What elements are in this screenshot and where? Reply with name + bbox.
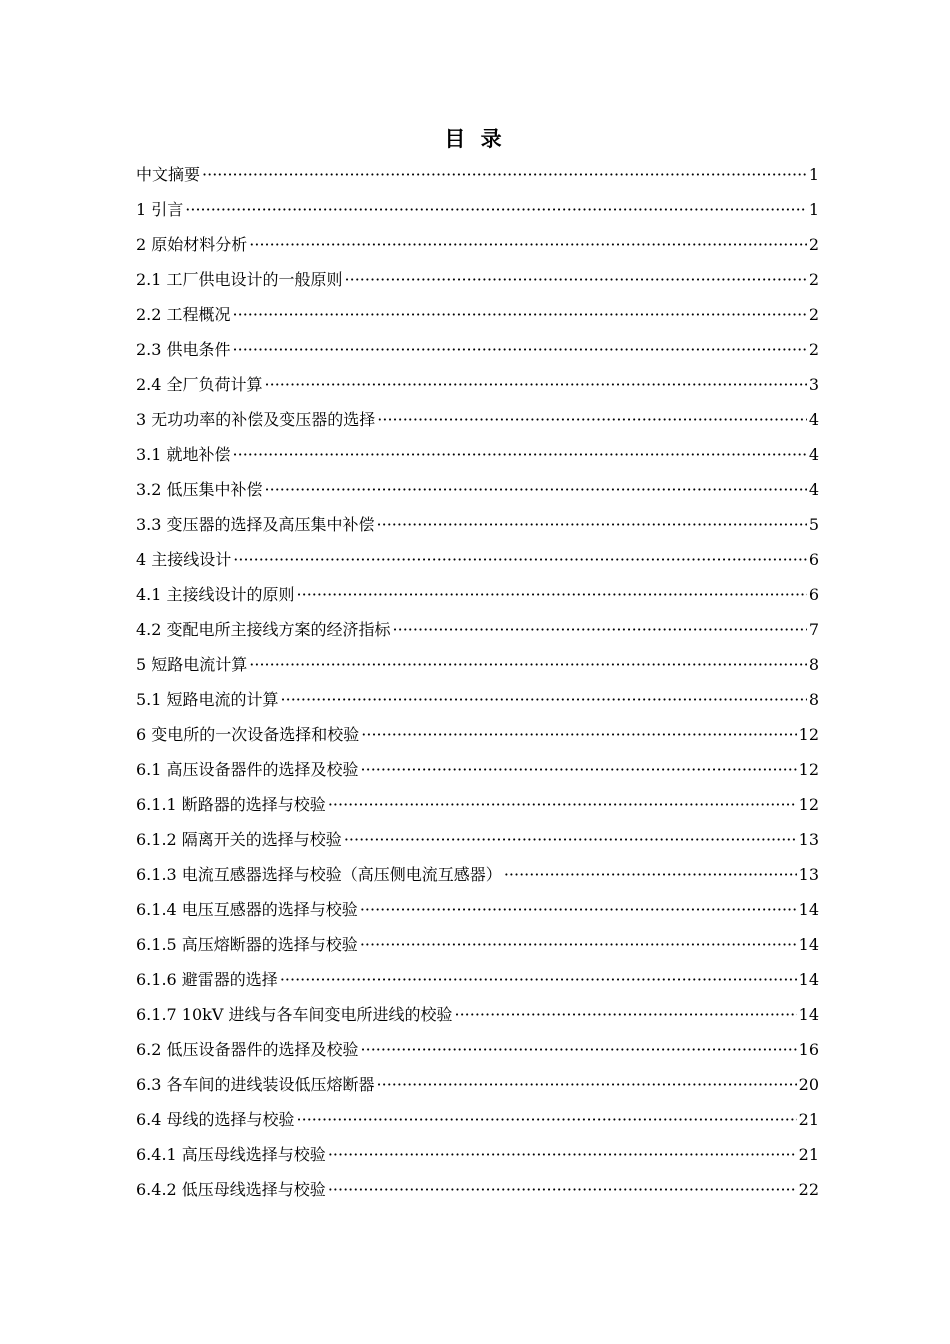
toc-entry-label: 6.1.2 隔离开关的选择与校验 xyxy=(136,830,342,849)
toc-dot-leader xyxy=(185,195,807,225)
toc-entry-label: 3.3 变压器的选择及高压集中补偿 xyxy=(136,515,375,534)
toc-entry[interactable] xyxy=(136,1000,819,1035)
toc-entry-label: 6.3 各车间的进线装设低压熔断器 xyxy=(136,1075,375,1094)
toc-entry-page-number: 12 xyxy=(798,760,819,779)
toc-entry-label: 3 无功功率的补偿及变压器的选择 xyxy=(136,410,376,429)
toc-entry-page-number: 2 xyxy=(808,270,819,289)
toc-entry-page-number: 7 xyxy=(808,620,819,639)
toc-dot-leader xyxy=(233,440,807,470)
toc-entry-label: 4.2 变配电所主接线方案的经济指标 xyxy=(136,620,391,639)
toc-entry-label: 5.1 短路电流的计算 xyxy=(136,690,279,709)
toc-entry[interactable] xyxy=(136,685,819,720)
toc-entry-label: 6.1.5 高压熔断器的选择与校验 xyxy=(136,935,358,954)
toc-entry[interactable] xyxy=(136,1035,819,1070)
toc-entry[interactable] xyxy=(136,545,819,580)
toc-entry-page-number: 8 xyxy=(808,690,819,709)
toc-dot-leader xyxy=(249,230,807,260)
toc-entry-label: 4 主接线设计 xyxy=(136,550,232,569)
toc-title: 目 录 xyxy=(444,127,506,151)
toc-entry-label: 6 变电所的一次设备选择和校验 xyxy=(136,725,360,744)
toc-dot-leader xyxy=(233,300,807,330)
toc-entry-label: 5 短路电流计算 xyxy=(136,655,248,674)
toc-entry[interactable] xyxy=(136,755,819,790)
toc-entry[interactable] xyxy=(136,1070,819,1105)
toc-dot-leader xyxy=(233,335,807,365)
toc-entry[interactable] xyxy=(136,265,819,300)
toc-entry[interactable] xyxy=(136,300,819,335)
toc-entry[interactable] xyxy=(136,825,819,860)
toc-dot-leader xyxy=(202,160,807,190)
toc-entry-label: 6.4 母线的选择与校验 xyxy=(136,1110,295,1129)
toc-entry-page-number: 12 xyxy=(798,725,819,744)
toc-entry-page-number: 13 xyxy=(798,830,819,849)
toc-entry[interactable] xyxy=(136,1105,819,1140)
toc-entry-page-number: 16 xyxy=(798,1040,819,1059)
toc-entry-page-number: 4 xyxy=(808,410,819,429)
toc-dot-leader xyxy=(233,545,807,575)
toc-entry[interactable] xyxy=(136,1140,819,1175)
toc-dot-leader xyxy=(455,1000,797,1030)
toc-entry[interactable] xyxy=(136,720,819,755)
toc-dot-leader xyxy=(361,1035,797,1065)
toc-entry-page-number: 2 xyxy=(808,340,819,359)
toc-entry-label: 6.1.1 断路器的选择与校验 xyxy=(136,795,326,814)
toc-dot-leader xyxy=(297,580,807,610)
toc-entry-label: 6.1.3 电流互感器选择与校验（高压侧电流互感器） xyxy=(136,865,502,884)
toc-entry[interactable] xyxy=(136,370,819,405)
toc-dot-leader xyxy=(504,860,797,890)
toc-entry-label: 6.1.4 电压互感器的选择与校验 xyxy=(136,900,358,919)
toc-entry-label: 6.1 高压设备器件的选择及校验 xyxy=(136,760,359,779)
toc-dot-leader xyxy=(281,685,807,715)
toc-dot-leader xyxy=(377,510,807,540)
toc-dot-leader xyxy=(328,1140,797,1170)
toc-entry-page-number: 2 xyxy=(808,305,819,324)
toc-entry[interactable] xyxy=(136,160,819,195)
toc-entry-label: 6.4.2 低压母线选择与校验 xyxy=(136,1180,326,1199)
toc-entry[interactable] xyxy=(136,510,819,545)
toc-dot-leader xyxy=(360,930,797,960)
toc-entry-page-number: 14 xyxy=(798,935,819,954)
toc-entry-page-number: 21 xyxy=(798,1145,819,1164)
toc-dot-leader xyxy=(265,370,807,400)
toc-entry[interactable] xyxy=(136,1175,819,1210)
toc-entry-label: 2.1 工厂供电设计的一般原则 xyxy=(136,270,343,289)
toc-entry[interactable] xyxy=(136,860,819,895)
toc-entry-page-number: 22 xyxy=(798,1180,819,1199)
toc-entry[interactable] xyxy=(136,440,819,475)
toc-entry-label: 2.2 工程概况 xyxy=(136,305,231,324)
toc-entry[interactable] xyxy=(136,230,819,265)
toc-dot-leader xyxy=(297,1105,797,1135)
toc-entry-label: 4.1 主接线设计的原则 xyxy=(136,585,295,604)
toc-entry-page-number: 4 xyxy=(808,445,819,464)
toc-dot-leader xyxy=(377,1070,797,1100)
toc-dot-leader xyxy=(328,1175,797,1205)
toc-entry-page-number: 21 xyxy=(798,1110,819,1129)
toc-entry-page-number: 12 xyxy=(798,795,819,814)
toc-dot-leader xyxy=(249,650,807,680)
toc-entry-label: 3.1 就地补偿 xyxy=(136,445,231,464)
toc-dot-leader xyxy=(361,755,797,785)
toc-dot-leader xyxy=(328,790,797,820)
toc-dot-leader xyxy=(361,720,796,750)
toc-entry-label: 1 引言 xyxy=(136,200,184,219)
toc-entry-page-number: 13 xyxy=(798,865,819,884)
toc-entry-label: 6.2 低压设备器件的选择及校验 xyxy=(136,1040,359,1059)
toc-entry-label: 3.2 低压集中补偿 xyxy=(136,480,263,499)
toc-entry[interactable] xyxy=(136,895,819,930)
toc-entry-page-number: 6 xyxy=(808,585,819,604)
toc-entry-page-number: 14 xyxy=(798,970,819,989)
toc-dot-leader xyxy=(360,895,797,925)
toc-entry-label: 6.1.6 避雷器的选择 xyxy=(136,970,278,989)
toc-entry-page-number: 6 xyxy=(808,550,819,569)
toc-entry[interactable] xyxy=(136,475,819,510)
toc-dot-leader xyxy=(393,615,807,645)
toc-entry-page-number: 4 xyxy=(808,480,819,499)
toc-entry[interactable] xyxy=(136,790,819,825)
toc-dot-leader xyxy=(280,965,797,995)
toc-entry[interactable] xyxy=(136,405,819,440)
toc-entry-page-number: 1 xyxy=(808,165,819,184)
toc-dot-leader xyxy=(344,825,797,855)
toc-dot-leader xyxy=(377,405,807,435)
toc-entry-page-number: 2 xyxy=(808,235,819,254)
toc-entry-label: 6.1.7 10kV 进线与各车间变电所进线的校验 xyxy=(136,1005,453,1024)
toc-entry-label: 2.4 全厂负荷计算 xyxy=(136,375,263,394)
toc-entry[interactable] xyxy=(136,335,819,370)
toc-entry-label: 2.3 供电条件 xyxy=(136,340,231,359)
toc-entry[interactable] xyxy=(136,965,819,1000)
toc-entry[interactable] xyxy=(136,580,819,615)
toc-entry-page-number: 8 xyxy=(808,655,819,674)
toc-entry[interactable] xyxy=(136,930,819,965)
toc-entry-page-number: 20 xyxy=(798,1075,819,1094)
toc-entry-label: 2 原始材料分析 xyxy=(136,235,248,254)
toc-entry[interactable] xyxy=(136,195,819,230)
toc-entry-page-number: 14 xyxy=(798,1005,819,1024)
toc-dot-leader xyxy=(265,475,807,505)
toc-entry-page-number: 5 xyxy=(808,515,819,534)
toc-dot-leader xyxy=(345,265,807,295)
toc-entry[interactable] xyxy=(136,615,819,650)
toc-entry-page-number: 14 xyxy=(798,900,819,919)
toc-entry-label: 6.4.1 高压母线选择与校验 xyxy=(136,1145,326,1164)
toc-list xyxy=(136,160,819,1210)
toc-entry-page-number: 1 xyxy=(808,200,819,219)
toc-entry-label: 中文摘要 xyxy=(136,165,201,184)
toc-entry-page-number: 3 xyxy=(808,375,819,394)
toc-entry[interactable] xyxy=(136,650,819,685)
